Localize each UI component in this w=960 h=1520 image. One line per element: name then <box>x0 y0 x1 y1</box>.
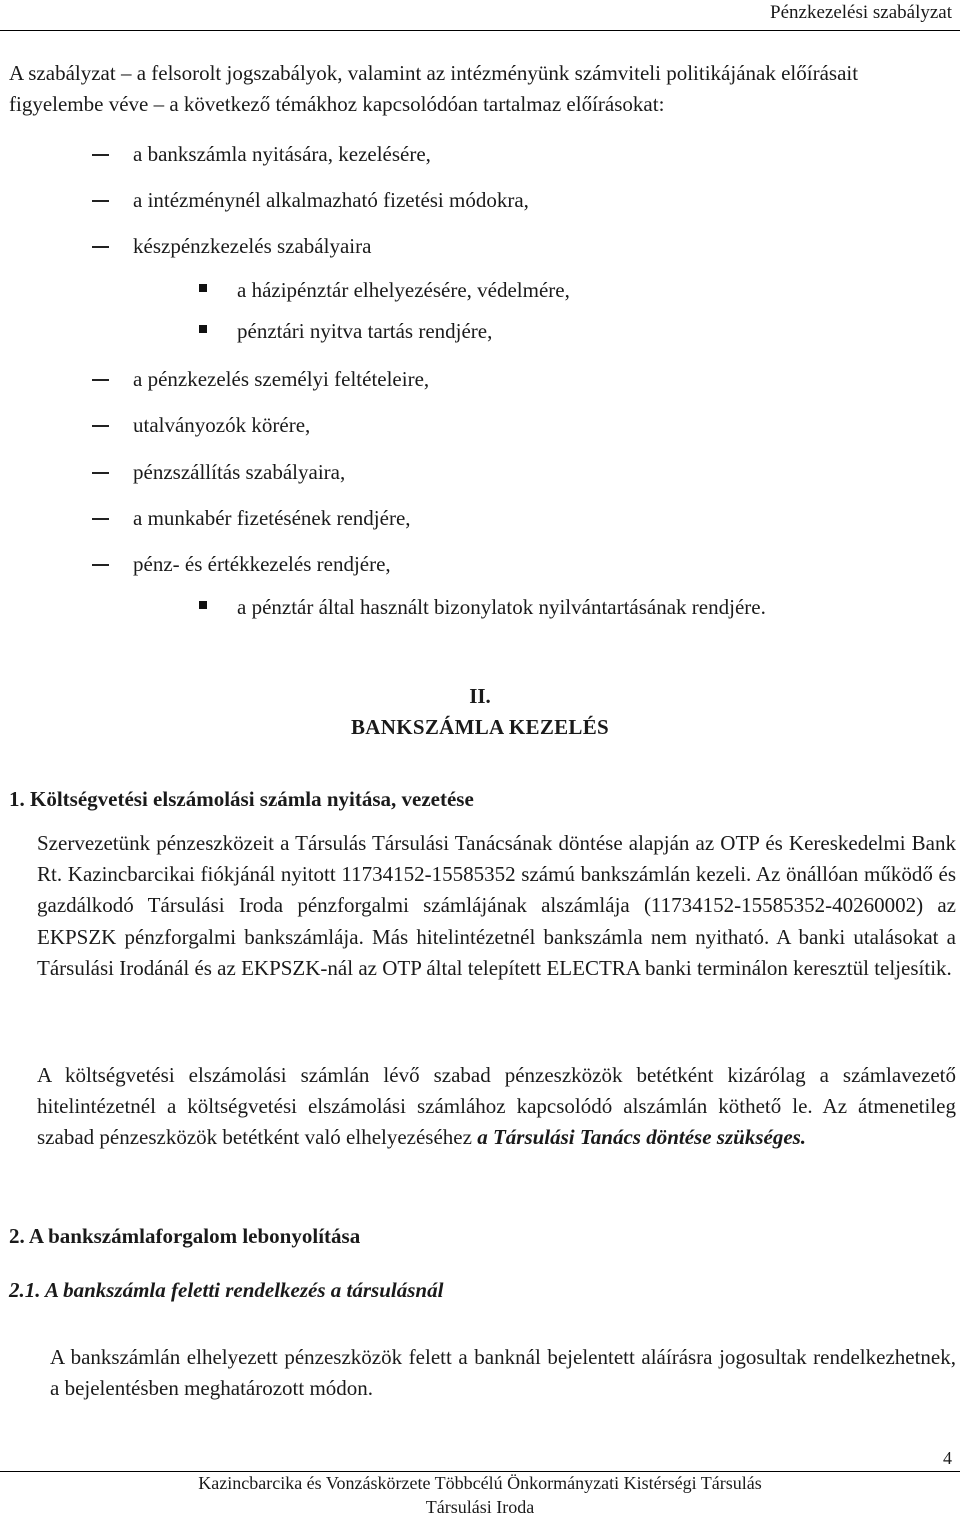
square-bullet-icon <box>199 601 207 609</box>
section-title: BANKSZÁMLA KEZELÉS <box>350 715 610 739</box>
footer-line-1: Kazincbarcika és Vonzáskörzete Többcélú Önkormányzati Kistérségi Társulás <box>198 1473 762 1493</box>
paragraph: Szervezetünk pénzeszközeit a Társulás Társulási Tanácsának döntése alapján az OTP és Kereskedelmi Bank Rt. Kazincbarcikai fiókjánál nyitott 11734152-15585352 számú bankszámlán kezeli. Az önállóan működő és gazdálkodó Társulási Iroda pénzforgalmi számlájának alszámlája (11734152-15585352-40260002) az EKPSZK pénzforgalmi bankszámlája. Más hitelintézetnél bankszámla nem nyitható. A banki utalásokat a Társulási Irodánál és az EKPSZK-nál az OTP által telepített ELECTRA banki terminálon keresztül teljesítik. <box>37 831 956 980</box>
header-title: Pénzkezelési szabályzat <box>770 2 952 23</box>
intro-paragraph: A szabályzat – a felsorolt jogszabályok, valamint az intézményünk számviteli politikájának előírásait figyelembe véve – a következő témákhoz kapcsolódóan tartalmaz előírásokat: <box>9 61 859 116</box>
dash-bullet-icon <box>92 154 109 156</box>
section-number: II. <box>469 684 491 708</box>
footer-divider <box>0 1471 960 1472</box>
heading-2-1: 2.1. A bankszámla feletti rendelkezés a társulásnál <box>9 1278 444 1302</box>
dash-bullet-icon <box>92 425 109 427</box>
square-bullet-icon <box>199 284 207 292</box>
footer-line-2: Társulási Iroda <box>425 1497 535 1517</box>
page-number: 4 <box>943 1448 952 1468</box>
header-divider <box>0 30 960 31</box>
emphasis: a Társulási Tanács döntése szükséges. <box>477 1125 807 1150</box>
paragraph: A költségvetési elszámolási számlán lévő szabad pénzeszközök betétként kizárólag a számlavezető hitelintézetnél a költségvetési elszámolási számlához kapcsolódó alszámlán köthető le. Az átmenetileg szabad pénzeszközök betétként való elhelyezéséhez a Társulási Tanács döntése szükséges. <box>37 1063 956 1150</box>
heading-1: 1. Költségvetési elszámolási számla nyitása, vezetése <box>9 787 474 811</box>
dash-bullet-icon <box>92 564 109 566</box>
dash-bullet-icon <box>92 246 109 248</box>
square-bullet-icon <box>199 325 207 333</box>
dash-bullet-icon <box>92 379 109 381</box>
dash-bullet-icon <box>92 472 109 474</box>
heading-2: 2. A bankszámlaforgalom lebonyolítása <box>9 1224 361 1248</box>
dash-bullet-icon <box>92 200 109 202</box>
paragraph: A bankszámlán elhelyezett pénzeszközök felett a banknál bejelentett aláírásra jogosultak rendelkezhetnek, a bejelentésben meghatározott módon. <box>50 1345 956 1401</box>
dash-bullet-icon <box>92 518 109 520</box>
